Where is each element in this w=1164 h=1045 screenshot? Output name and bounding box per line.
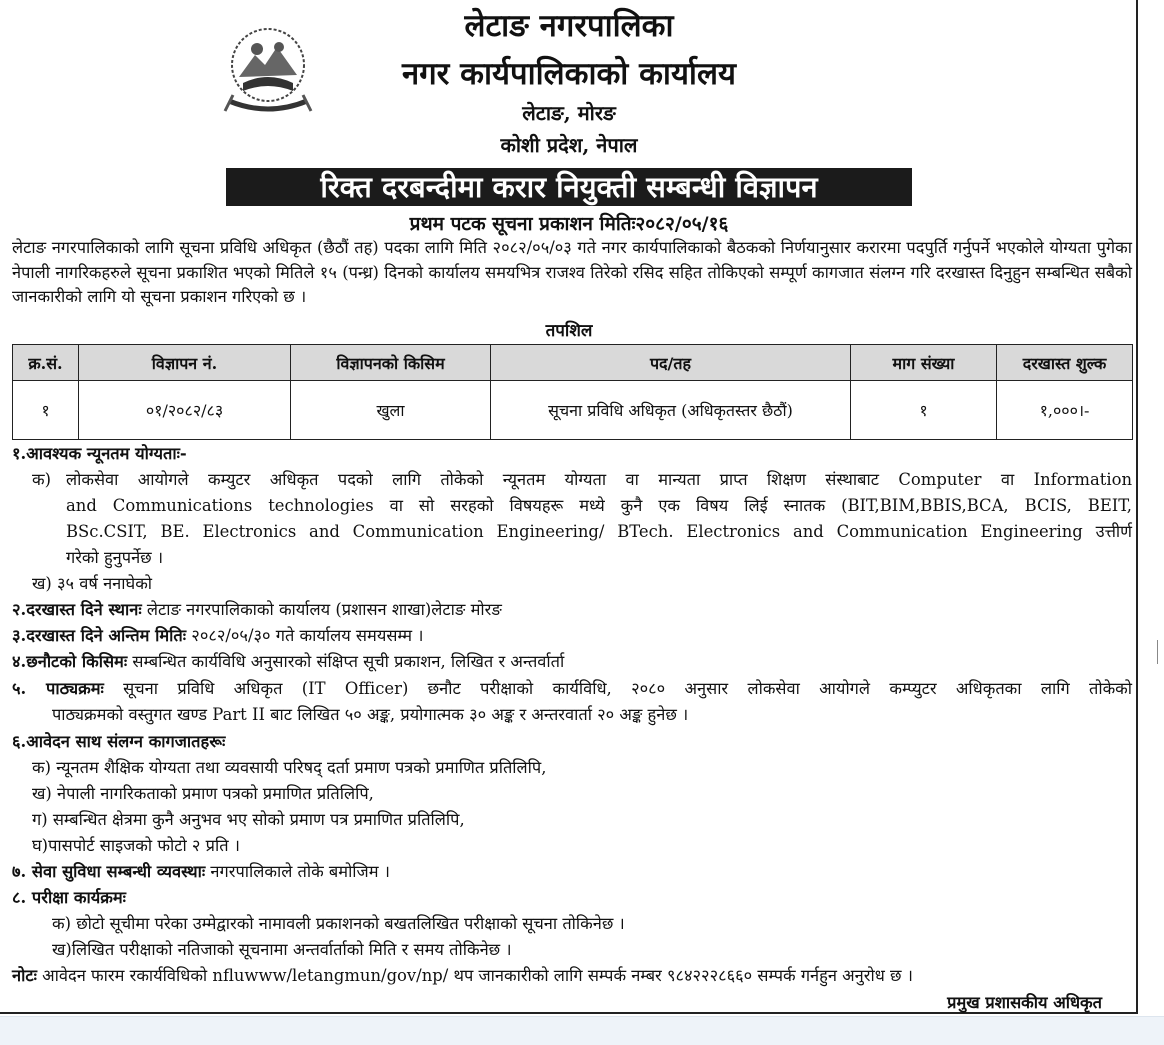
- section-7: [12, 860, 390, 884]
- note-label: नोटः: [12, 966, 37, 985]
- section-8-heading: ८. परीक्षा कार्यक्रमः: [12, 888, 126, 907]
- table-cell: १: [13, 381, 79, 440]
- vacancy-table: [12, 344, 1133, 440]
- note-value: आवेदन फारम रकार्यविधिको nfluwww/letangmun/gov/np/ थप जानकारीको लागि सम्पर्क नम्बर ९८४२२२८६६० सम्पर्क गर्नहुन अनुरोध छ ।: [42, 966, 913, 985]
- column-header: पद/तह: [491, 345, 851, 381]
- municipality-name: लेटाङ नगरपालिका: [464, 8, 674, 44]
- age-requirement: ख) ३५ वर्ष ननाघेको: [32, 574, 153, 593]
- qualification-line: and Communications technologies वा सो सरहको विषयहरू मध्ये कुनै एक विषय लिई स्नातक (BIT,BIM,BBIS,BCA, BCIS, BEIT,: [66, 496, 1132, 515]
- section-3-value: २०८२/०५/३० गते कार्यालय समयसम्म ।: [191, 626, 424, 645]
- section-5-value: सूचना प्रविधि अधिकृत (IT Officer) छनौट परीक्षाको कार्यविधि, २०८० अनुसार लोकसेवा आयोगले कम्प्युटर अधिकृतका लागि तोकेको: [123, 679, 1133, 698]
- document-item: ख) नेपाली नागरिकताको प्रमाण पत्रको प्रमाणित प्रतिलिपि,: [32, 784, 374, 803]
- section-5-label: ५. पाठ्यक्रमः: [12, 679, 104, 698]
- column-header: विज्ञापन नं.: [79, 345, 291, 381]
- table-cell: सूचना प्रविधि अधिकृत (अधिकृतस्तर छैठौं): [491, 381, 851, 440]
- column-header: विज्ञापनको किसिम: [291, 345, 491, 381]
- office-name: नगर कार्यपालिकाको कार्यालय: [402, 56, 736, 92]
- table-cell: ०१/२०८२/८३: [79, 381, 291, 440]
- section-4-label: ४.छनौटको किसिमः: [12, 652, 128, 671]
- qualification-line: BSc.CSIT, BE. Electronics and Communication Engineering/ BTech. Electronics and Communication Engineering उत्तीर्ण: [66, 522, 1132, 541]
- column-header: माग संख्या: [851, 345, 997, 381]
- document-item: ग) सम्बन्धित क्षेत्रमा कुनै अनुभव भए सोको प्रमाण पत्र प्रमाणित प्रतिलिपि,: [32, 810, 465, 829]
- signature-title: प्रमुख प्रशासकीय अधिकृत: [947, 993, 1102, 1012]
- section-4: [12, 650, 564, 674]
- scroll-edge-mark: [1157, 640, 1158, 664]
- section-1-heading: १.आवश्यक न्यूनतम योग्यताः-: [12, 444, 187, 463]
- section-2-label: २.दरखास्त दिने स्थानः: [12, 600, 142, 619]
- section-3: [12, 624, 424, 648]
- column-header: दरखास्त शुल्क: [997, 345, 1133, 381]
- province-name: कोशी प्रदेश, नेपाल: [500, 133, 638, 157]
- section-4-value: सम्बन्धित कार्यविधि अनुसारको संक्षिप्त सूची प्रकाशन, लिखित र अन्तर्वार्ता: [132, 652, 565, 671]
- section-7-value: नगरपालिकाले तोके बमोजिम ।: [210, 862, 390, 881]
- exam-item: ख)लिखित परीक्षाको नतिजाको सूचनामा अन्तर्वार्ताको मिति र समय तोकिनेछ ।: [52, 940, 512, 959]
- qualification-line: लोकसेवा आयोगले कम्युटर अधिकृत पदको लागि तोकेको न्यूनतम योग्यता वा मान्यता प्राप्त शिक्षण संस्थाबाट Computer वा Information: [66, 470, 1132, 489]
- item-marker: क): [32, 470, 51, 489]
- table-cell: खुला: [291, 381, 491, 440]
- table-cell: १,०००।-: [997, 381, 1133, 440]
- section-5: [12, 677, 1132, 701]
- section-5-value-cont: पाठ्यक्रमको वस्तुगत खण्ड Part II बाट लिखित ५० अङ्क, प्रयोगात्मक ३० अङ्क र अन्तरवार्ता २० अङ्क हुनेछ ।: [52, 705, 689, 724]
- section-2-value: लेटाङ नगरपालिकाको कार्यालय (प्रशासन शाखा)लेटाङ मोरङ: [146, 600, 502, 619]
- publication-date: प्रथम पटक सूचना प्रकाशन मितिः२०८२/०५/१६: [409, 213, 729, 235]
- section-7-label: ७. सेवा सुविधा सम्बन्धी व्यवस्थाः: [12, 862, 206, 881]
- document-item: क) न्यूनतम शैक्षिक योग्यता तथा व्यवसायी परिषद् दर्ता प्रमाण पत्रको प्रमाणित प्रतिलिपि,: [32, 758, 547, 777]
- intro-paragraph: लेटाङ नगरपालिकाको लागि सूचना प्रविधि अधिकृत (छैठौं तह) पदका लागि मिति २०८२/०५/०३ गते नगर कार्यपालिकाको बैठकको निर्णयानुसार करारमा पदपुर्ति गर्नुपर्ने भएकोले योग्यता पुगेका नेपाली नागरिकहरुले सूचना प्रकाशित भएको मितिले १५ (पन्ध्र) दिनको कार्यालय समयभित्र राजश्व तिरेको रसिद सहित तोकिएको सम्पूर्ण कागजात संलग्न गरि दरखास्त दिनुहुन सम्बन्धित सबैको जानकारीको लागि यो सूचना प्रकाशन गरिएको छ ।: [12, 238, 1132, 306]
- note: [12, 964, 913, 988]
- qualification-line: गरेको हुनुपर्नेछ ।: [66, 548, 164, 567]
- column-header: क्र.सं.: [13, 345, 79, 381]
- section-2: [12, 598, 502, 622]
- schedule-heading: तपशिल: [545, 321, 593, 341]
- section-3-label: ३.दरखास्त दिने अन्तिम मितिः: [12, 626, 187, 645]
- office-location: लेटाङ, मोरङ: [522, 101, 616, 125]
- table-row: [13, 381, 1133, 440]
- notice-title: रिक्त दरबन्दीमा करार नियुक्ती सम्बन्धी विज्ञापन: [226, 168, 912, 206]
- table-header-row: [13, 345, 1133, 381]
- table-cell: १: [851, 381, 997, 440]
- section-6-heading: ६.आवेदन साथ संलग्न कागजातहरूः: [12, 732, 226, 751]
- bottom-strip: [0, 1016, 1164, 1045]
- document-item: घ)पासपोर्ट साइजको फोटो २ प्रति ।: [32, 836, 240, 855]
- exam-item: क) छोटो सूचीमा परेका उम्मेद्वारको नामावली प्रकाशनको बखतलिखित परीक्षाको सूचना तोकिनेछ ।: [52, 914, 625, 933]
